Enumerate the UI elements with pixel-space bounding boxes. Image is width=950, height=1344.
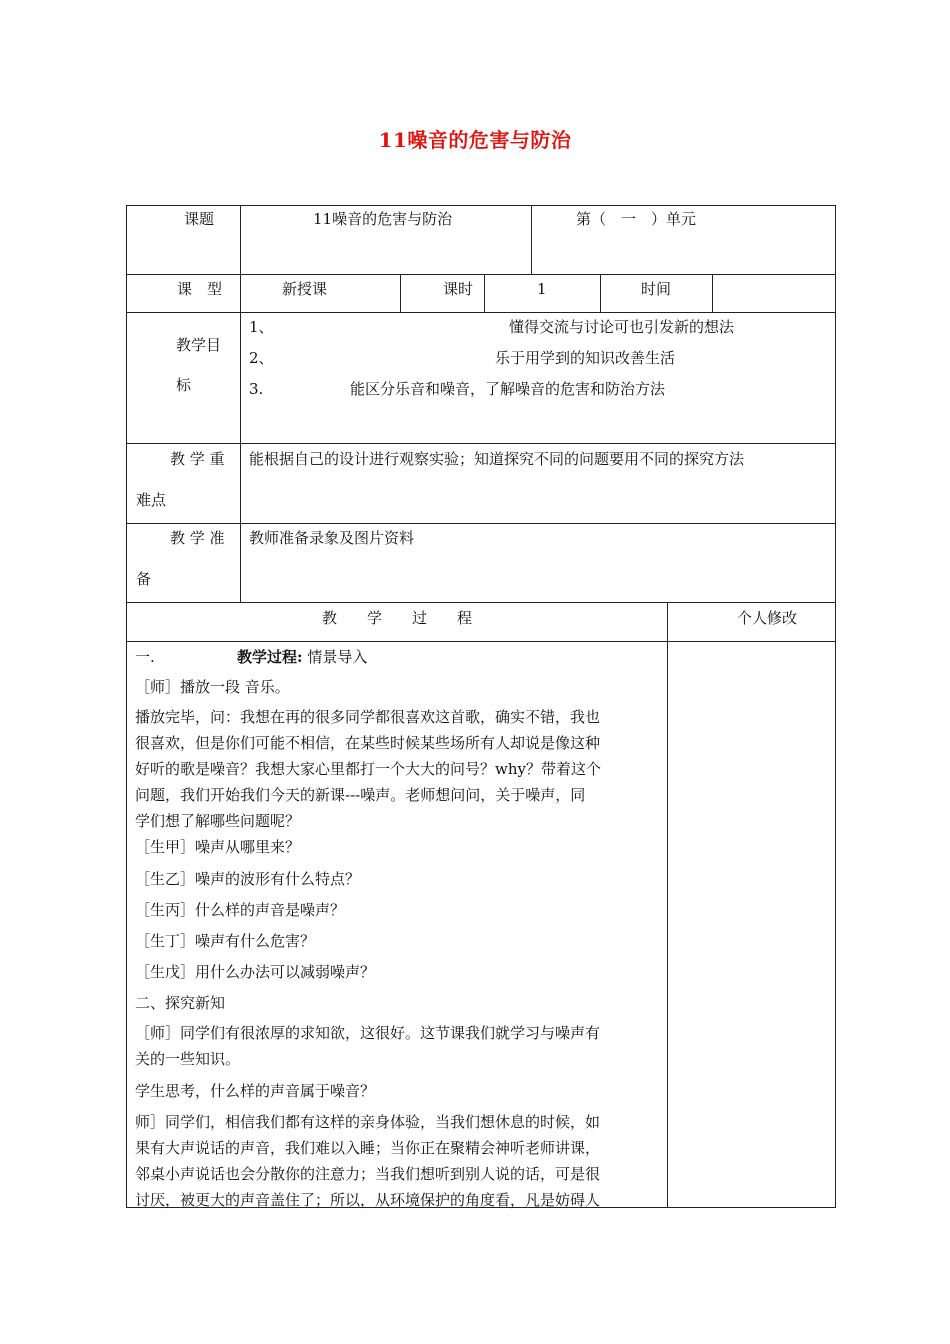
objective-number: 3. xyxy=(249,380,264,398)
row-divider xyxy=(127,443,835,444)
section-heading-bold: 教学过程: xyxy=(237,648,303,666)
process-line: 播放完毕，问：我想在再的很多同学都很喜欢这首歌，确实不错，我也 xyxy=(135,708,601,726)
objective-number: 1、 xyxy=(249,318,274,336)
hours-label: 课时 xyxy=(443,280,474,298)
lesson-type-value: 新授课 xyxy=(282,280,328,298)
key-points-text: 能根据自己的设计进行观察实验；知道探究不同的问题要用不同的探究方法 xyxy=(249,450,745,468)
objective-text: 乐于用学到的知识改善生活 xyxy=(495,349,676,367)
row-divider xyxy=(127,641,835,642)
topic-value: 11噪音的危害与防治 xyxy=(313,210,453,228)
process-line: 果有大声说话的声音，我们难以入睡；当你正在聚精会神听老师讲课， xyxy=(135,1139,601,1157)
preparation-label-cont: 备 xyxy=(136,570,152,588)
preparation-text: 教师准备录象及图片资料 xyxy=(249,529,415,547)
process-line: 师］同学们，相信我们都有这样的亲身体验，当我们想休息的时候，如 xyxy=(135,1113,601,1131)
process-line: 好听的歌是噪音？我想大家心里都打一个大大的问号？why？带着这个 xyxy=(135,760,601,778)
hours-value: 1 xyxy=(537,280,547,298)
process-line: 关的一些知识。 xyxy=(135,1050,241,1068)
row-divider xyxy=(127,274,835,275)
process-line: 学们想了解哪些问题呢？ xyxy=(135,812,301,830)
objective-number: 2、 xyxy=(249,349,274,367)
process-line: 邻桌小声说话也会分散你的注意力；当我们想听到别人说的话，可是很 xyxy=(135,1165,601,1183)
objectives-label-cont: 标 xyxy=(176,376,192,394)
row-divider xyxy=(127,312,835,313)
process-line: 二、探究新知 xyxy=(135,994,226,1012)
process-line: ［师］播放一段 音乐。 xyxy=(135,678,290,696)
topic-label: 课题 xyxy=(184,210,215,228)
column-divider xyxy=(712,274,713,313)
process-line: 学生思考，什么样的声音属于噪音？ xyxy=(135,1082,376,1100)
unit-value: 第（ 一 ）单元 xyxy=(576,210,697,228)
revision-header: 个人修改 xyxy=(737,609,798,627)
process-line: ［生乙］噪声的波形有什么特点？ xyxy=(135,870,361,888)
section-heading-rest: 情景导入 xyxy=(307,648,368,666)
process-line: ［生戊］用什么办法可以减弱噪声？ xyxy=(135,963,376,981)
column-divider xyxy=(667,602,668,1208)
process-line: ［师］同学们有很浓厚的求知欲，这很好。这节课我们就学习与噪声有 xyxy=(135,1024,601,1042)
column-divider xyxy=(531,206,532,275)
column-divider xyxy=(484,274,485,313)
column-divider xyxy=(240,206,241,603)
objective-text: 能区分乐音和噪音，了解噪音的危害和防治方法 xyxy=(350,380,666,398)
process-line: ［生丙］什么样的声音是噪声？ xyxy=(135,901,346,919)
process-header: 教 学 过 程 xyxy=(321,609,472,627)
section-number: 一. xyxy=(135,648,155,666)
lesson-plan-table xyxy=(126,205,836,1208)
process-line: 讨厌，被更大的声音盖住了；所以，从环境保护的角度看，凡是妨碍人 xyxy=(135,1191,601,1209)
objective-text: 懂得交流与讨论可也引发新的想法 xyxy=(509,318,735,336)
objectives-label: 教学目 xyxy=(176,336,222,354)
lesson-type-label: 课 型 xyxy=(177,280,223,298)
time-label: 时间 xyxy=(641,280,672,298)
process-line: 问题，我们开始我们今天的新课---噪声。老师想问问，关于噪声，同 xyxy=(135,786,586,804)
row-divider xyxy=(127,523,835,524)
process-line: ［生丁］噪声有什么危害？ xyxy=(135,932,316,950)
row-divider xyxy=(127,602,835,603)
column-divider xyxy=(400,274,401,313)
column-divider xyxy=(600,274,601,313)
preparation-label: 教 学 准 xyxy=(170,529,225,547)
page-title: 11噪音的危害与防治 xyxy=(378,128,572,152)
section-heading xyxy=(237,648,367,666)
process-line: ［生甲］噪声从哪里来？ xyxy=(135,838,301,856)
process-line: 很喜欢，但是你们可能不相信，在某些时候某些场所有人却说是像这种 xyxy=(135,734,601,752)
key-points-label: 教 学 重 xyxy=(170,450,225,468)
key-points-label-cont: 难点 xyxy=(136,491,167,509)
